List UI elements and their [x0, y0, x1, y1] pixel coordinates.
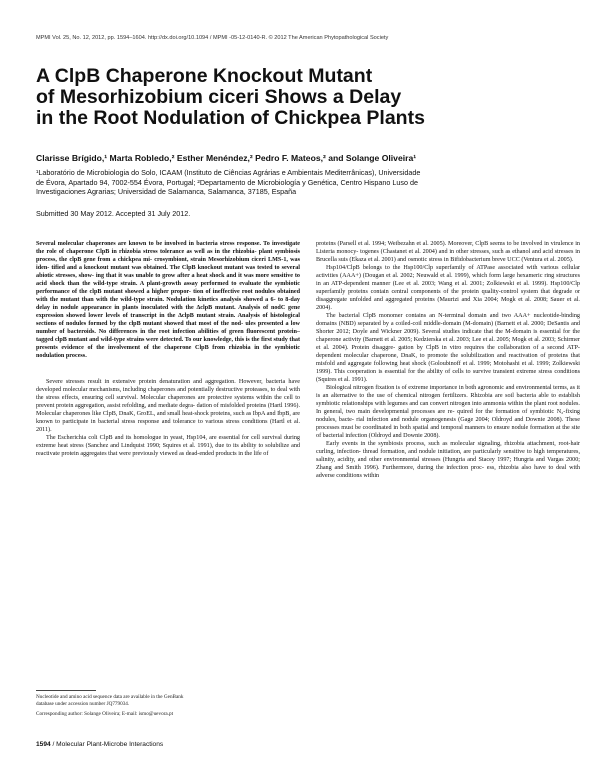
text-line: and can convert nitrogen into ammonia within the plant root	[409, 401, 558, 408]
body-paragraph	[316, 312, 580, 384]
text-line: aggregate following heat shock (Goloubinoff et al. 1999;	[347, 361, 492, 368]
text-line: 2008; Sauer et al. 2004).	[316, 297, 580, 312]
title-line-3: in the Root Nodulation of Chickpea Plants	[36, 107, 425, 129]
text-line: activity (Barnett et al. 2005; Kedzierska et al. 2003; Lee et al.	[342, 337, 495, 344]
body-paragraph	[36, 378, 300, 434]
text-line: to high temperatures, salinity, acidity, and other environmental	[316, 449, 580, 464]
left-column	[36, 240, 300, 458]
affiliation-line: de Évora, Apartado 94, 7002-554 Évora, Portugal; ²Departamento de Microbiología y Genética, Centro Hispano Luso de	[36, 177, 418, 187]
body-paragraph	[316, 440, 580, 480]
text-line: ATPase associated with various cellular activities (AAA+)	[316, 265, 580, 280]
text-line: 2005).	[557, 257, 574, 264]
text-line: bacteria stress response. To investigate the role of chaperone	[36, 241, 300, 256]
text-line: superfamily proteins contain central components of the protein	[316, 289, 479, 296]
title-line-1: A ClpB Chaperone Knockout Mutant	[36, 65, 373, 87]
text-line: osmotic stress in Bifidobacterium breve UCC (Ventura et al.	[407, 257, 556, 264]
text-line: DeSantis and Shorter 2012; Doyle and Wickner 2009). Several	[316, 321, 581, 336]
text-line: gation by ClpB in vitro requires the collaboration of a second	[398, 345, 565, 352]
text-line: expression showed lower levels of transcript in the ΔclpB	[36, 313, 194, 320]
text-line: crosymbiont, strain Mesorhizobium ciceri LMS-1, was iden-	[36, 257, 300, 272]
text-line: tion of ineffective root nodules obtained with the mutant	[36, 289, 301, 304]
sequence-note	[36, 694, 300, 708]
text-line: both agronomic and environmental terms, as it is an alternative	[316, 385, 580, 400]
text-line: mutant strain. Analysis of histological sections of nodules	[36, 313, 300, 328]
body-paragraph	[316, 240, 580, 264]
text-line: and two AAA+ nucleotide-binding domains (NBD) separated by	[316, 313, 580, 328]
right-column	[316, 240, 580, 480]
footnote-line: Corresponding author: Solange Oliveira; E-mail: ismo@uevora.pt	[36, 711, 174, 717]
author-list: Clarisse Brígido,¹ Marta Robledo,² Esther Menéndez,² Pedro F. Mateos,² and Solange Oliveira¹	[36, 153, 417, 163]
text-line: tified and a knockout mutant was obtained. The ClpB	[51, 265, 196, 272]
text-line: signaling, rhizobia attachment, root-hair curling, infection-	[316, 441, 580, 456]
footnote-line: database under accession number JQ779034.	[36, 701, 130, 707]
affiliations	[36, 168, 566, 197]
text-line: Severe stresses result in extensive protein denaturation and	[46, 379, 203, 386]
text-line: tagged clpB mutant and wild-type strains were detected. To	[36, 337, 192, 344]
footnote-rule	[36, 690, 96, 691]
text-line: of the involvement of the chaperone ClpB from rhizobia in	[87, 345, 260, 352]
text-line: bacteria able to establish symbiotic relationships with legumes	[316, 393, 580, 408]
text-line: knockout mutant was tested to several abiotic stresses, show-	[36, 265, 300, 280]
text-line: Molecular chaperones are protective systems within the cell to	[140, 395, 300, 402]
journal-header: MPMI Vol. 25, No. 12, 2012, pp. 1594–1604. http://dx.doi.org/10.1094 / MPMI -05-12-0140-R. © 2012 The American Phytopathological Society	[36, 35, 389, 41]
text-line: dation of misfolded proteins (Hartl 1996). Molecular chaperones	[36, 403, 300, 418]
text-line: ClpB seems to be involved in virulence in Listeria monocy-	[316, 241, 580, 256]
title-line-2: of Mesorhizobium ciceri Shows a Delay	[36, 86, 402, 108]
affiliation-line: ¹Laboratório de Microbiologia do Solo, ICAAM (Instituto de Ciências Agrárias e Ambientais Mediterrânicas), Universidade	[36, 168, 421, 177]
text-line: The Escherichia coli ClpB and its homologue in yeast,	[46, 435, 185, 442]
text-line: solubilization and reactivation of proteins that misfold and	[316, 353, 580, 368]
text-line: Zhang and Smith 1996). Furthermore, during the infection proc-	[316, 465, 484, 472]
text-line: rial infection and nodule organogenesis (Gage 2004; Oldroyd	[356, 417, 513, 424]
text-line: nodules. In general, two main developmental processes are re-	[316, 401, 580, 416]
text-line: to its ability to solubilize and reactivate protein aggregates that	[36, 443, 300, 458]
body-paragraph	[36, 434, 300, 458]
text-line: Hsp104/ClpB belongs to the Hsp100/Clp superfamily of	[326, 265, 474, 272]
text-line: Biological nitrogen fixation is of extreme importance in	[326, 385, 464, 392]
left-body-text	[36, 378, 300, 458]
text-line: the symbiotic nodulation process.	[36, 345, 300, 360]
page-number: 1594	[36, 741, 51, 748]
text-line: studies indicate that the M-domain is essential for the chaperone	[316, 329, 580, 344]
footnote-line: Nucleotide and amino acid sequence data are available in the GenBank	[36, 694, 184, 700]
text-line: our knowledge, this is the first study that presents evidence	[36, 337, 300, 352]
submission-dates: Submitted 30 May 2012. Accepted 31 July 2012.	[36, 209, 191, 218]
text-line: quired for the formation of symbiotic N₂-fixing nodules, bacte-	[316, 409, 580, 424]
article-title	[36, 66, 556, 129]
text-line: Hsp104, are essential for cell survival during extreme heat	[36, 435, 300, 450]
page-footer	[36, 741, 163, 748]
text-line: stress (Sanchez and Lindquist 1990; Squires et al. 1991), due	[70, 443, 225, 450]
body-paragraph	[316, 384, 580, 440]
text-line: as IbpA and IbpB, are known to participate in bacterial stress	[36, 411, 301, 426]
text-line: a coiled-coil middle-domain (M-domain) (Barnett et al. 2000;	[390, 321, 546, 328]
text-line: 2011).	[36, 427, 52, 434]
abstract-paragraph	[36, 240, 300, 360]
text-line: The bacterial ClpB monomer contains an N-terminal domain	[326, 313, 487, 320]
text-line: essential for the ability of cells to survive transient extreme	[384, 369, 537, 376]
text-line: Early events in the symbiosis process, such as molecular	[326, 441, 475, 448]
text-line: hexameric ring structures in an ATP-dependent manner (Lee et	[316, 273, 580, 288]
text-line: ules presented a low number of bacteroids. No differences	[36, 321, 300, 336]
text-line: Motohashi et al. 1999; Zolkiewski 1999). This cooperation is	[316, 361, 580, 376]
text-line: thread formation, and nodule initiation, are particularly sensitive	[362, 449, 525, 456]
text-line: both spatial and temporal manners to ensure nodule formation	[399, 425, 555, 432]
text-line: like ClpB, DnaK, GroEL, and small heat-shock proteins, such	[92, 411, 245, 418]
text-line: and Downie 2008). These processes must be coordinated in	[316, 417, 581, 432]
text-line: quality-control system that degrade or disaggregate unfolded	[316, 289, 580, 304]
text-line: plant symbiosis process, the clpB gene from a chickpea mi-	[36, 249, 300, 264]
abstract	[36, 240, 300, 360]
text-line: inoculated with the ΔclpB mutant. Analysis of nodC gene	[141, 305, 300, 312]
text-line: togenes (Chastanet et al. 2004) and in other stresses, such as	[360, 249, 511, 256]
text-line: Several molecular chaperones are known to be involved in	[36, 241, 194, 247]
text-line: stress conditions (Squires et al. 1991).	[316, 369, 580, 384]
text-line: proteins (Parsell et al. 1994; Weibezahn et al. 2005). Moreover,	[316, 241, 474, 247]
text-line: 2005; Mogk et al. 2003; Schirmer et al. 2004). Protein disaggre-	[316, 337, 580, 352]
text-line: (Dougan et al. 2002; Neuwald et al. 1999), which form large	[362, 273, 515, 280]
corresponding-author	[36, 711, 300, 718]
text-line: than with the wild-type strain. Nodulation kinetics analysis	[81, 297, 242, 304]
text-line: at the site of bacterial infection (Oldroyd and Downie 2008).	[316, 425, 580, 440]
text-line: aggregation. However, bacteria have developed molecular	[36, 379, 300, 394]
text-line: and aggregated proteins (Maurizi and Xia 2004; Mogk et al.	[374, 297, 532, 304]
text-line: formed by the clpB mutant showed that most of the nod-	[88, 321, 244, 328]
text-line: al. 2003; Wang et al. 2001; Zolkiewski et al. 1999). Hsp100/Clp	[413, 281, 580, 288]
text-line: plant-growth assay performed to evaluate the symbiotic	[146, 281, 300, 288]
text-line: was more sensitive to acid shock than the wild-type strain. A	[36, 273, 300, 288]
text-line: ethanol and acid stresses in Brucella suis (Ekaza et al. 2001) and	[316, 249, 580, 264]
footnotes	[36, 690, 300, 721]
text-line: mechanisms, including chaperones and potentially destructive	[89, 387, 243, 394]
text-line: ClpB in rhizobia stress tolerance as well as in the rhizobia-	[95, 249, 257, 256]
journal-name: / Molecular Plant-Microbe Interactions	[50, 741, 164, 748]
body-paragraph	[316, 264, 580, 312]
text-line: showed a 6- to 8-day delay in nodule appearance in plants	[36, 297, 300, 312]
right-body-text	[316, 240, 580, 480]
affiliation-line: Investigaciones Agrarias; Universidad de Salamanca, Salamanca, 37185, España	[36, 187, 297, 197]
text-line: performance of the clpB mutant showed a higher propor-	[36, 289, 191, 296]
text-line: ess, rhizobia also have to deal with adverse conditions within	[316, 465, 580, 480]
text-line: proteases, to deal with the stress effects, ensuring cell survival.	[36, 387, 300, 402]
text-line: stresses (Hungria and Stacey 1997; Hungria and Vargas 2000;	[421, 457, 580, 464]
text-line: response and tolerance to various stress conditions (Hartl et al.	[137, 419, 300, 426]
text-line: to the use of chemical nitrogen fertilizers. Rhizobia are soil	[359, 393, 514, 400]
text-line: prevent protein aggregation, assist refolding, and mediate degra-	[36, 403, 195, 410]
text-line: in the root infection abilities of green fluorescent protein–	[140, 329, 300, 336]
text-line: ing that it was unable to grow after a heat shock and it	[95, 273, 242, 280]
text-line: ATP-dependent molecular chaperone, DnaK, to promote the	[316, 345, 580, 360]
text-line: were previously viewed as dead-ended products in the life of	[118, 451, 269, 458]
